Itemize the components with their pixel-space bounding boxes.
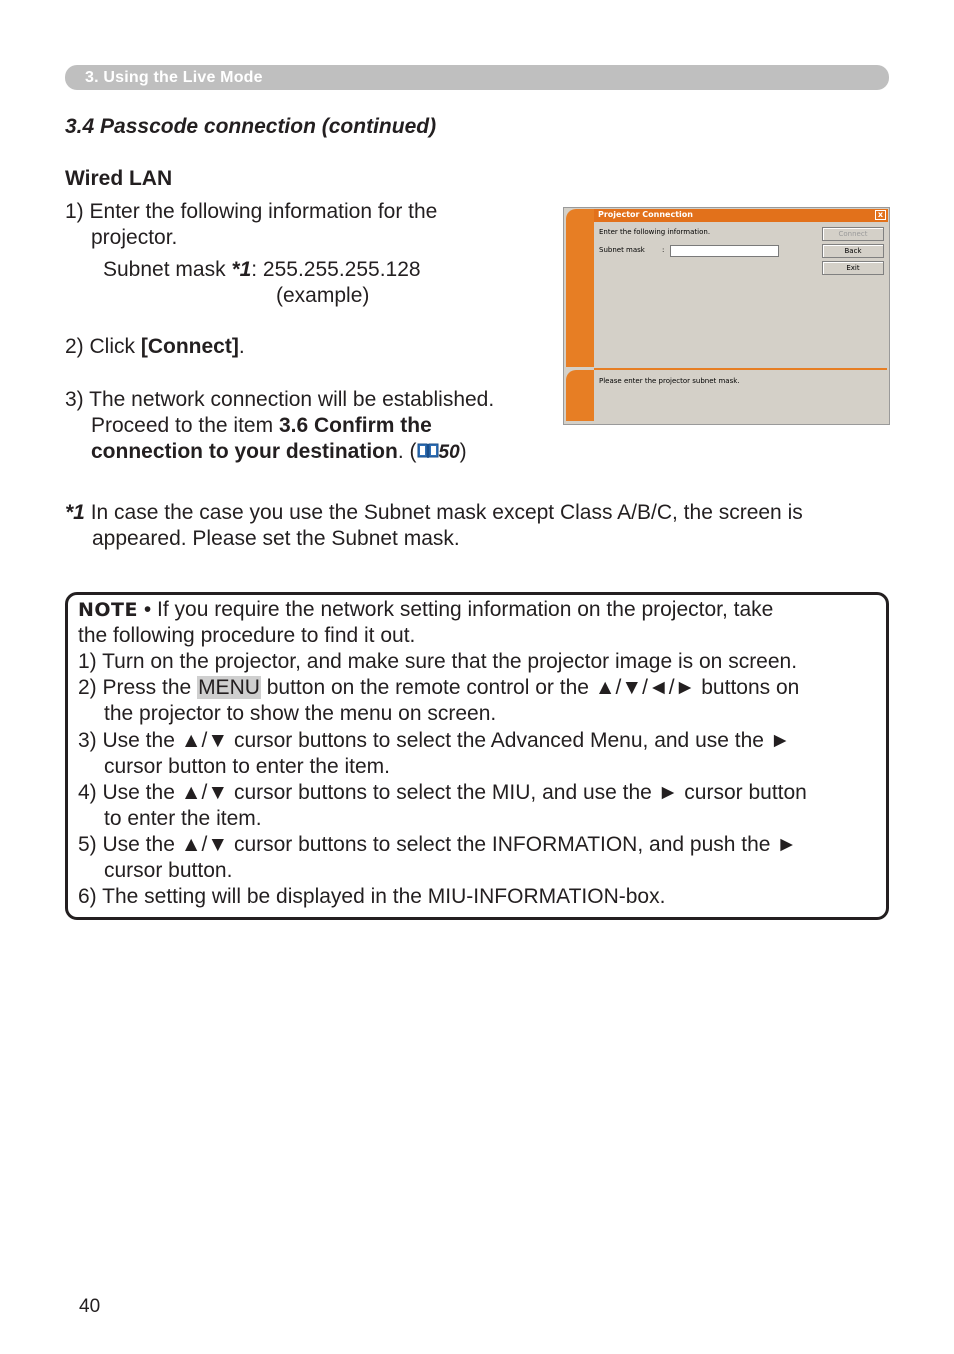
step3-line2-bold: 3.6 Confirm the [278,414,432,437]
dialog-title: Projector Connection [598,210,693,219]
exit-button[interactable]: Exit [822,261,884,275]
step2-button-name: [Connect] [140,335,239,358]
note-step5-line1: 5) Use the ▲/▼ cursor buttons to select the INFORMATION, and push the ► [78,833,798,856]
chapter-header-bar [65,65,889,90]
note-line1 [78,597,773,623]
dialog-close-icon[interactable]: x [875,210,886,220]
dialog-accent-bar-top [566,209,594,367]
wired-lan-heading: Wired LAN [65,167,173,190]
page-reference-number[interactable]: 50 [438,442,460,463]
subnet-mask-line [103,257,421,283]
note-text1: • If you require the network setting information on the projector, take [138,598,774,621]
step2-prefix: 2) Click [65,335,141,358]
step2-line [65,334,245,360]
footnote-line2: appeared. Please set the Subnet mask. [92,527,460,550]
step3-line3-mid: . ( [397,440,417,463]
dialog-titlebar [594,209,888,222]
footnote-line1 [65,500,803,526]
note-step6: 6) The setting will be displayed in the MIU-INFORMATION-box. [78,885,666,908]
footnote-text1: In case the case you use the Subnet mask except Class A/B/C, the screen is [84,501,803,524]
dialog-status-separator [594,368,887,370]
subnet-label: Subnet mask [103,258,232,281]
note-label: NOTE [78,599,138,621]
step3-line3-bold: connection to your destination [91,440,398,463]
subnet-value: : 255.255.255.128 [251,258,421,281]
subnet-footnote-ref: *1 [231,258,252,281]
subnet-mask-label: Subnet mask [599,246,645,254]
note-line2: the following procedure to find it out. [78,624,416,647]
page-number: 40 [79,1296,101,1317]
dialog-instruction: Enter the following information. [599,228,711,236]
step3-line3-end: ) [459,440,467,463]
step1-line1: 1) Enter the following information for the [65,200,438,223]
back-button[interactable]: Back [822,244,884,258]
step2-suffix: . [238,335,245,358]
note-step4-line1: 4) Use the ▲/▼ cursor buttons to select the MIU, and use the ► cursor button [78,781,807,804]
note-step2-prefix: 2) Press the [78,676,198,699]
connect-button[interactable]: Connect [822,227,884,241]
step3-line3 [91,439,467,466]
projector-connection-dialog [563,207,890,425]
step3-line2 [91,413,432,439]
step3-line1: 3) The network connection will be established. [65,388,495,411]
note-step3-line2: cursor button to enter the item. [104,755,390,778]
step3-line2-prefix: Proceed to the item [91,414,279,437]
note-step5-line2: cursor button. [104,859,233,882]
note-step1: 1) Turn on the projector, and make sure that the projector image is on screen. [78,650,798,673]
dialog-accent-bar-bottom [566,370,594,421]
menu-key-label: MENU [198,676,260,699]
footnote-ref: *1 [65,501,85,524]
subnet-example: (example) [276,284,370,307]
chapter-title: 3. Using the Live Mode [85,69,263,86]
note-step2-line2: the projector to show the menu on screen. [104,702,497,725]
note-step3-line1: 3) Use the ▲/▼ cursor buttons to select the Advanced Menu, and use the ► [78,729,791,752]
note-step2-line1 [78,675,799,701]
subnet-mask-input[interactable] [670,245,779,257]
subnet-mask-colon: : [662,246,665,254]
note-step2-suffix: button on the remote control or the ▲/▼/◄/► buttons on [260,676,800,699]
note-step4-line2: to enter the item. [104,807,262,830]
dialog-status-message: Please enter the projector subnet mask. [599,377,740,385]
section-title: 3.4 Passcode connection (continued) [65,115,437,138]
step1-line2: projector. [91,226,178,249]
book-icon [417,441,439,459]
